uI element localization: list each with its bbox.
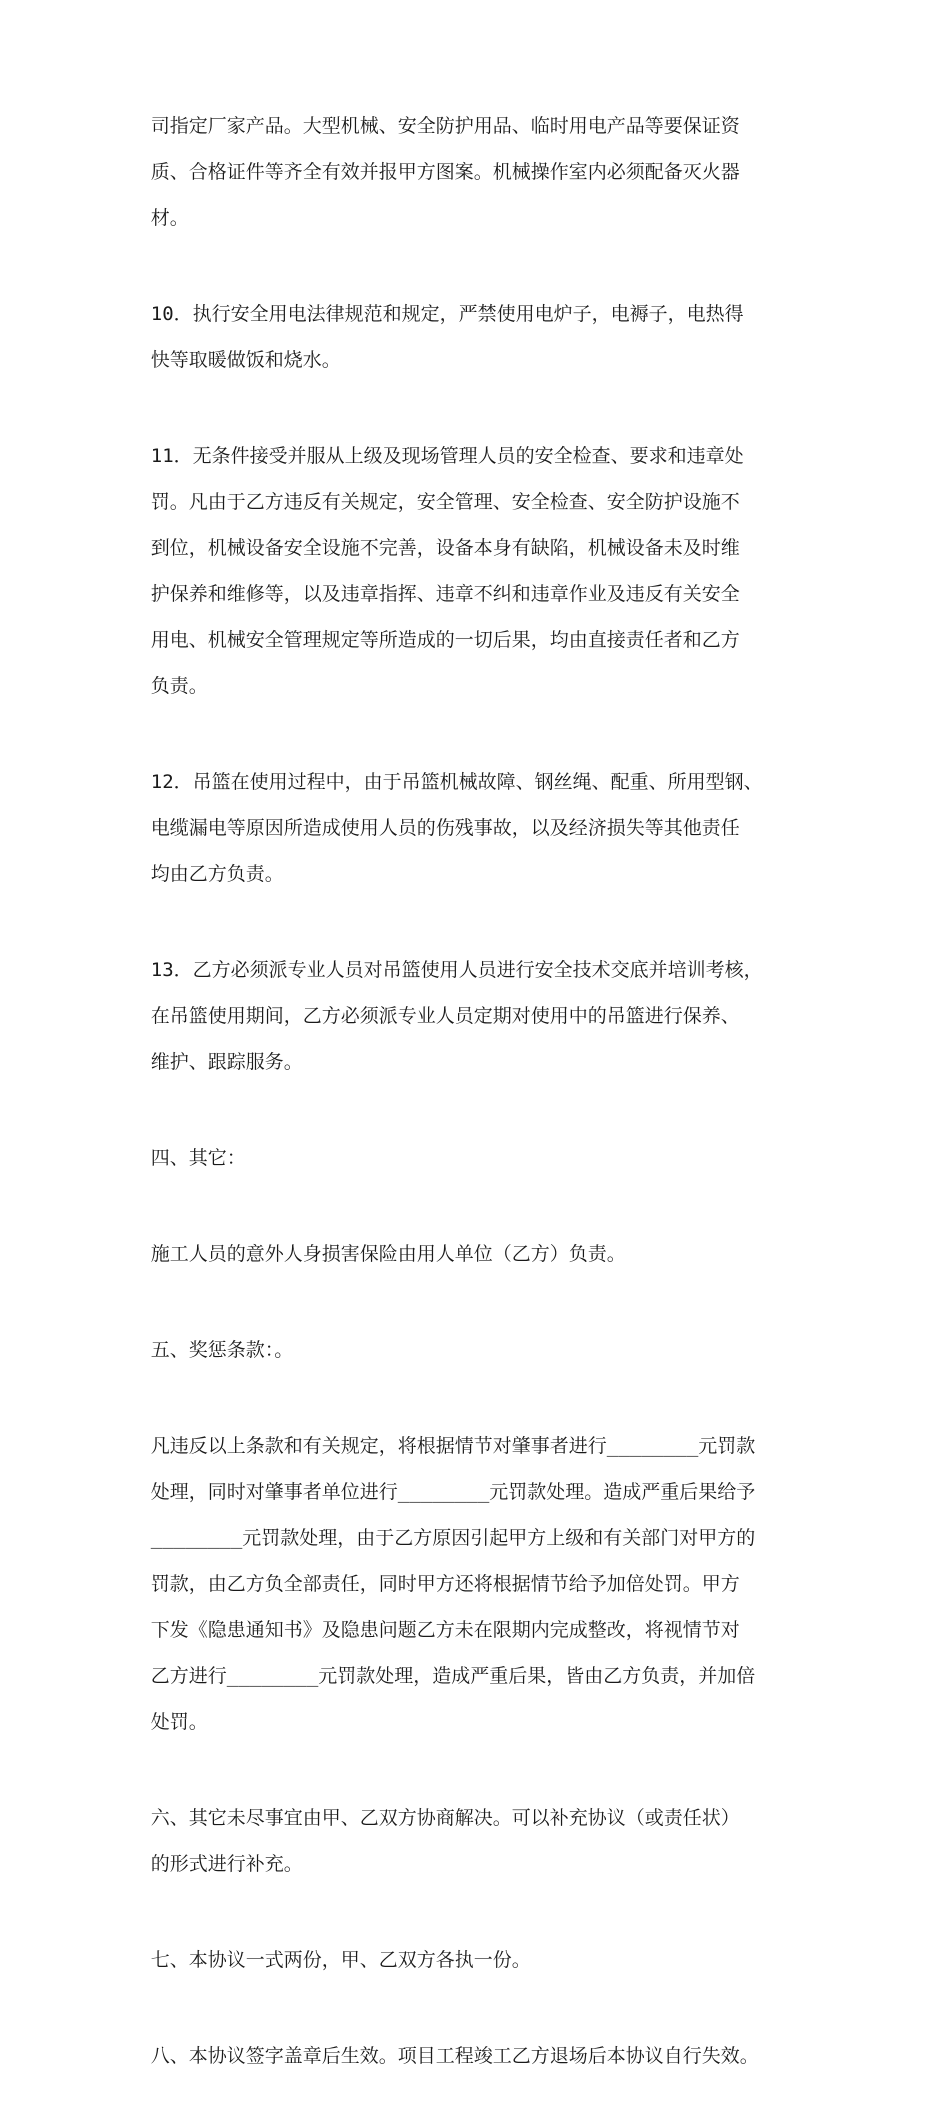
text-line: 凡违反以上条款和有关规定，将根据情节对肇事者进行________元罚款 (150, 1435, 756, 1457)
paragraph-item-10 (105, 280, 865, 395)
text-line: 处罚。 (150, 1711, 208, 1733)
paragraph-section-6 (105, 1784, 865, 1899)
text-line: 司指定厂家产品。大型机械、安全防护用品、临时用电产品等要保证资 (150, 115, 740, 137)
text-line: 13．乙方必须派专业人员对吊篮使用人员进行安全技术交底并培训考核， (150, 959, 763, 981)
text-line: 到位，机械设备安全设施不完善，设备本身有缺陷，机械设备未及时维 (150, 537, 740, 559)
text-line: 七、本协议一式两份，甲、乙双方各执一份。 (150, 1949, 531, 1971)
text-line: 施工人员的意外人身损害保险由用人单位（乙方）负责。 (150, 1243, 626, 1265)
text-line: 四、其它： (150, 1147, 246, 1169)
paragraph-section-8 (105, 2022, 865, 2091)
text-line: 六、其它未尽事宜由甲、乙双方协商解决。可以补充协议（或责任状） (150, 1807, 740, 1829)
paragraph-insurance (105, 1220, 865, 1289)
text-line: 快等取暖做饭和烧水。 (150, 349, 341, 371)
document-page (105, 92, 865, 2118)
paragraph-item-12 (105, 748, 865, 909)
paragraph-continuation (105, 92, 865, 253)
text-line: 护保养和维修等，以及违章指挥、违章不纠和违章作业及违反有关安全 (150, 583, 740, 605)
text-line: 10．执行安全用电法律规范和规定，严禁使用电炉子，电褥子，电热得 (150, 303, 744, 325)
text-line: 八、本协议签字盖章后生效。项目工程竣工乙方退场后本协议自行失效。 (150, 2045, 759, 2067)
text-line: 质、合格证件等齐全有效并报甲方图案。机械操作室内必须配备灭火器 (150, 161, 740, 183)
text-line: 罚款，由乙方负全部责任，同时甲方还将根据情节给予加倍处罚。甲方 (150, 1573, 740, 1595)
text-line: 12．吊篮在使用过程中，由于吊篮机械故障、钢丝绳、配重、所用型钢、 (150, 771, 763, 793)
text-line: 均由乙方负责。 (150, 863, 284, 885)
section-heading-5 (105, 1316, 865, 1385)
text-line: 维护、跟踪服务。 (150, 1051, 303, 1073)
text-line: ________元罚款处理，由于乙方原因引起甲方上级和有关部门对甲方的 (150, 1527, 756, 1549)
text-line: 11．无条件接受并服从上级及现场管理人员的安全检查、要求和违章处 (150, 445, 744, 467)
text-line: 的形式进行补充。 (150, 1853, 303, 1875)
text-line: 材。 (150, 207, 189, 229)
text-line: 处理，同时对肇事者单位进行________元罚款处理。造成严重后果给予 (150, 1481, 756, 1503)
text-line: 下发《隐患通知书》及隐患问题乙方未在限期内完成整改，将视情节对 (150, 1619, 740, 1641)
paragraph-item-13 (105, 936, 865, 1097)
paragraph-section-7 (105, 1926, 865, 1995)
text-line: 五、奖惩条款：。 (150, 1339, 294, 1361)
text-line: 电缆漏电等原因所造成使用人员的伤残事故，以及经济损失等其他责任 (150, 817, 740, 839)
text-line: 乙方进行________元罚款处理，造成严重后果，皆由乙方负责，并加倍 (150, 1665, 756, 1687)
paragraph-penalty (105, 1412, 865, 1757)
section-heading-4 (105, 1124, 865, 1193)
paragraph-item-11 (105, 422, 865, 721)
text-line: 用电、机械安全管理规定等所造成的一切后果，均由直接责任者和乙方 (150, 629, 740, 651)
text-line: 负责。 (150, 675, 208, 697)
text-line: 在吊篮使用期间，乙方必须派专业人员定期对使用中的吊篮进行保养、 (150, 1005, 740, 1027)
text-line: 罚。凡由于乙方违反有关规定，安全管理、安全检查、安全防护设施不 (150, 491, 740, 513)
